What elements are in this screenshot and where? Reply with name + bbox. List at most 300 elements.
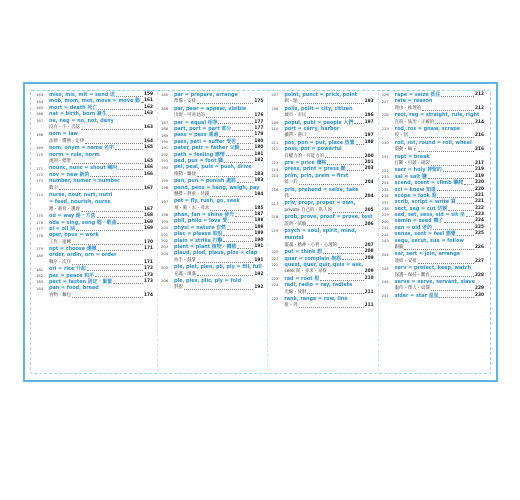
index-entry[interactable]	[382, 293, 484, 299]
root-definition: rupt = break	[394, 153, 430, 160]
page-number: 223	[475, 212, 484, 218]
page-number: 205	[364, 207, 374, 213]
page-number: 163	[144, 124, 153, 130]
root-definition: pact = fasten 固定・緊緊	[49, 279, 113, 286]
entry-number: 219	[271, 229, 279, 234]
dot-leader	[347, 170, 364, 171]
dot-leader	[219, 136, 253, 137]
root-definition: pen, pun = punish 處罰	[174, 178, 236, 185]
root-definition: rect, reg = straight, rule, right	[394, 112, 480, 119]
root-definition: pan = food, bread	[49, 285, 99, 292]
dot-leader	[228, 222, 253, 223]
dot-leader	[72, 297, 143, 298]
entry-number: 238	[381, 207, 389, 212]
dot-leader	[428, 178, 474, 179]
index-entry[interactable]	[271, 146, 373, 160]
index-entry[interactable]	[382, 126, 484, 140]
entry-number: 169	[36, 146, 44, 151]
entry-number: 196	[161, 185, 169, 190]
root-definition: sect, seg = cut 切割	[394, 205, 448, 212]
page-number: 220	[475, 180, 484, 186]
root-definition: radi, radio = ray, radiate	[284, 282, 353, 289]
dot-leader	[90, 176, 143, 177]
page-number: 229	[475, 286, 484, 292]
page-number: 224	[475, 218, 484, 224]
index-entry[interactable]	[382, 112, 484, 126]
root-definition: nurse, nour, nurt, nutri	[49, 191, 113, 198]
root-definition: par = prepare, arrange	[174, 92, 238, 98]
dot-leader	[299, 184, 364, 185]
root-translation: 有權力的・有能力的	[284, 153, 324, 159]
index-entry[interactable]	[36, 152, 153, 166]
index-entry[interactable]	[161, 164, 263, 178]
page-number: 183	[254, 178, 264, 184]
index-entry[interactable]	[161, 250, 263, 264]
root-definition: plain = strike 打擊	[174, 237, 223, 244]
root-definition: prob, prove, proof = prove, test	[284, 214, 373, 221]
page-number: 208	[364, 249, 374, 255]
entry-number: 226	[381, 93, 389, 98]
entry-number: 243	[381, 238, 389, 243]
entry-number: 181	[36, 267, 44, 272]
page-number: 211	[364, 303, 374, 309]
dot-leader	[328, 273, 364, 274]
entry-number: 188	[161, 127, 169, 132]
page-number: 165	[144, 145, 153, 151]
entry-number: 176	[36, 220, 44, 225]
page-number: 198	[364, 139, 374, 145]
dot-leader	[457, 203, 474, 204]
page-number: 219	[475, 167, 484, 173]
index-entry[interactable]	[382, 265, 484, 279]
page-number: 228	[475, 272, 484, 278]
root-definition: path = feeling 感情	[174, 151, 225, 158]
page-number: 167	[144, 206, 153, 212]
page-number: 230	[475, 292, 484, 298]
page-number: 177	[254, 119, 264, 125]
root-definition: opt = choose 選擇	[49, 246, 97, 253]
dot-leader	[431, 290, 474, 291]
entry-number: 223	[271, 277, 279, 282]
dot-leader	[422, 110, 474, 111]
entry-number: 207	[271, 93, 279, 98]
page-number: 221	[475, 192, 484, 198]
entry-number: 167	[36, 118, 44, 123]
entry-number: 175	[36, 214, 44, 219]
root-translation: 順序・次序	[49, 259, 71, 265]
root-definition: pass = pass 通過	[174, 132, 219, 139]
index-entry[interactable]	[382, 98, 484, 112]
entry-number: 221	[271, 256, 279, 261]
entry-number: 208	[271, 107, 279, 112]
page-number: 161	[144, 98, 153, 104]
dot-leader	[418, 263, 474, 264]
page-number: 192	[254, 271, 264, 277]
entry-number: 194	[161, 165, 169, 170]
dot-leader	[197, 176, 253, 177]
page-number: 219	[475, 173, 484, 179]
root-definition: par = equal 相等	[174, 119, 218, 126]
index-entry[interactable]	[382, 238, 484, 252]
root-translation: 刺・點	[284, 99, 298, 105]
page-number: 179	[254, 132, 264, 138]
root-definition: rod, ros = gnaw, scrape	[394, 125, 461, 132]
entry-number: 206	[161, 279, 169, 284]
page-number: 174	[144, 292, 153, 298]
page-number: 221	[475, 199, 484, 205]
dot-leader	[223, 241, 253, 242]
page-number: 167	[144, 185, 153, 191]
index-entry[interactable]	[36, 118, 153, 132]
root-definition: mob, mom, mot, move = move 動	[49, 98, 141, 105]
page-number: 204	[364, 180, 374, 186]
dot-leader	[323, 253, 364, 254]
entry-number: 200	[161, 226, 169, 231]
entry-number: 241	[381, 226, 389, 231]
root-definition: scrib, script = write 寫	[394, 199, 456, 206]
root-definition: polis, polit = city, citizen	[284, 105, 353, 112]
root-definition: pel, peal, puls = push, drive	[174, 164, 252, 171]
root-definition: rank, range = row, line	[284, 295, 348, 302]
dot-leader	[227, 229, 253, 230]
dot-leader	[232, 130, 253, 131]
entry-number: 173	[36, 179, 44, 184]
page-number: 184	[254, 191, 264, 197]
root-definition: ne, neg = no, not, deny	[49, 117, 114, 124]
entry-number: 177	[36, 227, 44, 232]
dot-leader	[437, 197, 474, 198]
root-definition: sider = star 星星	[394, 292, 439, 299]
page-number: 181	[254, 151, 264, 157]
entry-number: 225	[271, 297, 279, 302]
index-entry[interactable]	[271, 296, 373, 310]
page-number: 168	[144, 213, 153, 219]
entry-number: 205	[161, 265, 169, 270]
entry-number: 216	[271, 187, 279, 192]
entry-number: 220	[271, 250, 279, 255]
root-definition: plaud, plod, plaus, plos = clap	[174, 250, 258, 257]
dot-leader	[72, 163, 143, 164]
page-number: 226	[475, 245, 484, 251]
root-translation: 連結・安排	[394, 258, 417, 264]
page-number: 183	[254, 171, 264, 177]
page-number: 175	[254, 99, 264, 105]
root-definition: sen = old 老的	[394, 224, 432, 231]
index-entry[interactable]	[36, 131, 153, 145]
root-definition: order, ordin, orn = order	[49, 252, 117, 259]
entry-number: 242	[381, 232, 389, 237]
entry-number: 182	[36, 273, 44, 278]
root-translation: seek 問・尋求・尋找	[284, 269, 327, 275]
root-definition: plant = plant 植物・種植	[174, 244, 237, 251]
root-definition: quest, quer, quir, quis = ask,	[284, 261, 364, 268]
page-number: 169	[144, 219, 153, 225]
root-translation: 沒有・不・否認	[49, 124, 80, 130]
dot-leader	[457, 235, 474, 236]
root-translation: 推動・驅使	[174, 171, 196, 177]
dot-leader	[307, 225, 363, 226]
dot-leader	[404, 249, 474, 250]
dot-leader	[338, 247, 364, 248]
page-number: 216	[475, 133, 484, 139]
root-definition: ple, plex, plic, ply = fold	[174, 278, 242, 285]
index-entry[interactable]	[382, 279, 484, 293]
root-definition: rape = seize 抓住	[394, 91, 441, 98]
index-entry[interactable]	[161, 185, 263, 199]
entry-number: 174	[36, 193, 44, 198]
entry-number: 165	[36, 106, 44, 111]
entry-number: 199	[161, 219, 169, 224]
dot-leader	[97, 217, 144, 218]
index-entry[interactable]	[161, 198, 263, 212]
root-definition: ol = oil 油	[49, 225, 75, 232]
entry-number: 213	[271, 161, 279, 166]
root-translation: 對摺	[174, 285, 183, 291]
entry-number: 215	[271, 174, 279, 179]
root-definition: roll, rot, round = roll, wheel	[394, 139, 472, 146]
entry-number: 171	[36, 166, 44, 171]
root-definition: rad = root 根	[284, 275, 320, 282]
entry-number: 184	[36, 286, 44, 291]
root-definition: semin = seed 種子	[394, 218, 444, 225]
page-number: 182	[254, 157, 264, 163]
root-definition: sal = salt 鹽	[394, 173, 427, 180]
root-translation: private 自己的・私人的	[284, 207, 332, 213]
page-number: 185	[254, 205, 264, 211]
entry-number: 195	[161, 179, 169, 184]
page-number: 200	[364, 153, 374, 159]
root-definition: serve = serve, servant, slave	[394, 279, 475, 286]
index-entry[interactable]	[271, 187, 373, 201]
entry-number: 170	[36, 152, 44, 157]
entry-number: 172	[36, 173, 44, 178]
root-definition: ped, pus = foot 腳	[174, 157, 224, 164]
index-entry[interactable]	[382, 154, 484, 168]
entry-number: 183	[36, 280, 44, 285]
page-number: 189	[254, 224, 264, 230]
root-translation: 食物・麵包	[49, 292, 71, 298]
entry-number: 234	[381, 181, 389, 186]
index-entry[interactable]	[36, 285, 153, 299]
dot-leader	[435, 123, 474, 124]
index-entry[interactable]	[271, 173, 373, 187]
index-entry[interactable]	[271, 92, 373, 106]
index-entry[interactable]	[161, 92, 263, 106]
root-definition: sed, set, sess, sid = sit 坐	[394, 212, 465, 219]
root-translation: 證明・試驗	[284, 221, 307, 227]
root-translation: 打斷・打破・破裂	[394, 160, 430, 166]
root-translation: 光線・放射	[284, 289, 307, 295]
root-translation: 排・列	[284, 303, 298, 309]
page-number: 187	[254, 212, 264, 218]
root-definition: od = way 路・方法	[49, 213, 96, 220]
dot-leader	[307, 117, 363, 118]
root-definition: rate = reason	[394, 98, 433, 105]
root-translation: 咬・刮	[394, 133, 408, 139]
page-number: 225	[475, 224, 484, 230]
dot-leader	[184, 289, 254, 290]
entry-number: 222	[271, 263, 279, 268]
page-number: 180	[254, 145, 264, 151]
dot-leader	[443, 171, 474, 172]
dot-leader	[437, 190, 474, 191]
entry-number: 214	[271, 167, 279, 172]
entry-number: 179	[36, 247, 44, 252]
page-number: 190	[254, 237, 264, 243]
root-translation: 出現・可看見的	[174, 113, 205, 119]
index-entry[interactable]	[36, 252, 153, 266]
index-entry[interactable]	[36, 232, 153, 246]
dot-leader	[237, 182, 253, 183]
page-number: 196	[364, 113, 374, 119]
index-page	[23, 82, 498, 382]
root-definition: press, print = press 壓	[284, 166, 346, 173]
index-entry[interactable]	[161, 278, 263, 292]
root-definition: psych = soul, spirit, mind,	[284, 227, 357, 234]
page-number: 165	[144, 158, 153, 164]
entry-number: 168	[36, 132, 44, 137]
dot-leader	[223, 235, 253, 236]
root-translation: 攜帶・港口	[284, 133, 307, 139]
dot-leader	[418, 151, 474, 152]
dot-leader	[81, 129, 143, 130]
root-definition: nom = law	[49, 131, 78, 138]
dot-leader	[441, 96, 474, 97]
page-number: 216	[475, 147, 484, 153]
index-entry[interactable]	[271, 262, 373, 276]
index-entry[interactable]	[36, 178, 153, 192]
entry-number: 210	[271, 127, 279, 132]
entry-number: 235	[381, 187, 389, 192]
dot-leader	[325, 157, 364, 158]
index-entry[interactable]	[36, 192, 153, 213]
dot-leader	[466, 216, 474, 217]
page-number: 210	[364, 275, 374, 281]
entry-number: 239	[381, 213, 389, 218]
dot-leader	[320, 280, 364, 281]
page-number: 220	[475, 186, 484, 192]
page-number: 159	[144, 91, 153, 97]
page-number: 197	[364, 119, 374, 125]
entry-number: 178	[36, 233, 44, 238]
page-number: 206	[364, 221, 374, 227]
page-number: 207	[364, 242, 374, 248]
page-number: 193	[364, 99, 374, 105]
entry-number: 246	[381, 280, 389, 285]
index-entry[interactable]	[271, 214, 373, 228]
dot-leader	[72, 264, 143, 265]
root-translation: 抓	[284, 193, 289, 199]
root-definition: sense, sent = feel 感覺	[394, 231, 456, 238]
entry-number: 209	[271, 120, 279, 125]
entry-number: 201	[161, 232, 169, 237]
dot-leader	[95, 276, 143, 277]
dot-leader	[197, 275, 253, 276]
dot-leader	[98, 250, 144, 251]
root-translation: 準備・安排	[174, 99, 196, 105]
index-entry[interactable]	[271, 126, 373, 140]
root-definition: ser, sert = join, arrange	[394, 251, 461, 258]
root-translation: 飛・衝・去・尋求	[174, 205, 210, 211]
root-translation: 數字	[49, 185, 58, 191]
page-number: 227	[475, 258, 484, 264]
index-entry[interactable]	[382, 251, 484, 265]
dot-leader	[118, 169, 143, 170]
page-number: 171	[144, 259, 153, 265]
root-definition: pass, pati = suffer 受苦	[174, 138, 237, 145]
entry-number: 231	[381, 154, 389, 159]
dot-leader	[197, 103, 253, 104]
dot-leader	[354, 123, 363, 124]
dot-leader	[327, 164, 363, 165]
index-entry[interactable]	[271, 200, 373, 214]
root-definition: serv = protect, keep, watch	[394, 265, 472, 272]
page-number: 201	[364, 159, 374, 165]
page-number: 209	[364, 269, 374, 275]
page-number: 163	[144, 111, 153, 117]
page-number: 211	[364, 289, 374, 295]
root-definition: = feed, nourish, nurse	[49, 199, 111, 206]
index-entry[interactable]	[271, 228, 373, 249]
root-translation: 跟隨	[394, 245, 404, 251]
dot-leader	[197, 262, 253, 263]
page-number: 214	[475, 119, 484, 125]
dot-leader	[448, 210, 474, 211]
entry-number: 227	[381, 99, 389, 104]
root-translation: 保護・保持・觀看	[394, 272, 430, 278]
page-number: 170	[144, 239, 153, 245]
page-number: 166	[144, 165, 153, 171]
index-entry[interactable]	[271, 106, 373, 120]
entry-number: 237	[381, 200, 389, 205]
root-definition: port = carry, harbor	[284, 125, 340, 132]
index-entry[interactable]	[161, 106, 263, 120]
page-number: 189	[254, 231, 264, 237]
index-entry[interactable]	[161, 264, 263, 278]
page-number: 225	[475, 231, 484, 237]
dot-leader	[342, 259, 364, 260]
entry-number: 232	[381, 168, 389, 173]
root-definition: phil, philo = love 愛	[174, 218, 228, 225]
dot-leader	[299, 103, 364, 104]
root-definition: pater, patr = father 父親	[174, 145, 240, 152]
dot-leader	[356, 144, 364, 145]
index-entry[interactable]	[271, 282, 373, 296]
entry-number: 230	[381, 141, 389, 146]
page-number: 177	[254, 125, 264, 131]
page-number: 173	[144, 272, 153, 278]
dot-leader	[237, 248, 253, 249]
entry-number: 198	[161, 213, 169, 218]
page-number: 173	[144, 279, 153, 285]
root-definition: norm = rule, norm	[49, 151, 100, 158]
dot-leader	[224, 162, 253, 163]
page-number: 192	[254, 285, 264, 291]
dot-leader	[98, 109, 143, 110]
root-definition: quar = complain 抱怨	[284, 255, 342, 262]
entry-number: 217	[271, 201, 279, 206]
entry-number: 240	[381, 219, 389, 224]
dot-leader	[113, 283, 143, 284]
index-entry[interactable]	[382, 140, 484, 154]
root-definition: priv, propr, proper = own,	[284, 200, 356, 207]
entry-number: 164	[36, 99, 44, 104]
root-definition: pend, pens = hang, weigh, pay	[174, 184, 260, 191]
dot-leader	[444, 222, 474, 223]
dot-leader	[235, 216, 253, 217]
root-definition: prim, prin, prem = first	[284, 172, 349, 179]
entry-number: 189	[161, 133, 169, 138]
